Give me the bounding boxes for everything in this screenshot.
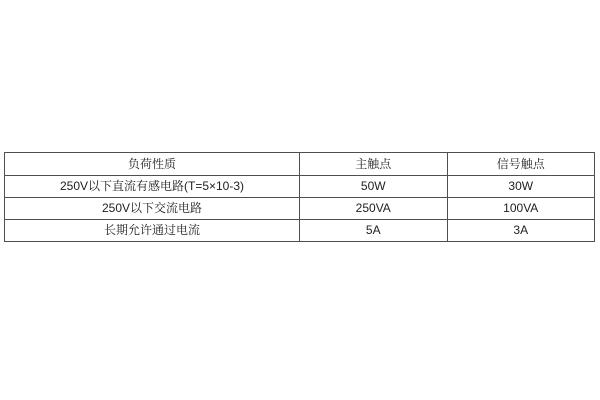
table-header-row xyxy=(5,153,595,176)
row-continuous-allowed-current xyxy=(5,220,595,242)
header-cell-load-nature: 负荷性质 xyxy=(5,153,300,176)
contact-load-spec-table xyxy=(4,152,595,242)
table-cell: 250V以下直流有感电路(T=5×10-3) xyxy=(5,176,300,198)
table-cell: 30W xyxy=(447,176,595,198)
table-cell: 100VA xyxy=(447,198,595,220)
table-cell: 5A xyxy=(300,220,448,242)
table-cell: 50W xyxy=(300,176,448,198)
header-cell-signal-contact: 信号触点 xyxy=(447,153,595,176)
table-cell: 长期允许通过电流 xyxy=(5,220,300,242)
table-cell: 250V以下交流电路 xyxy=(5,198,300,220)
header-cell-main-contact: 主触点 xyxy=(300,153,448,176)
table-cell: 250VA xyxy=(300,198,448,220)
row-dc-inductive-circuit xyxy=(5,176,595,198)
table-cell: 3A xyxy=(447,220,595,242)
row-ac-circuit xyxy=(5,198,595,220)
